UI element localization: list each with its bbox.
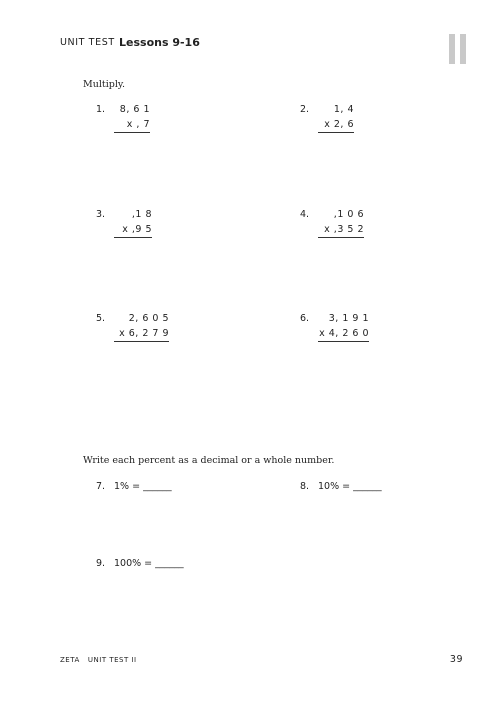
problem-number: 9.: [96, 558, 106, 569]
problem-number: 5.: [96, 313, 106, 324]
problem-multiplicand: 1, 4: [333, 104, 354, 115]
problem-multiplicand: ,1 8: [131, 209, 152, 220]
multiplication-problem: [318, 313, 369, 342]
multiplication-problem: [114, 209, 152, 238]
problem-number: 1.: [96, 104, 106, 115]
problem-number: 3.: [96, 209, 106, 220]
roman-numeral-two-logo: [449, 34, 466, 64]
problem-multiplicand: 2, 6 0 5: [128, 313, 169, 324]
problem-number: 4.: [300, 209, 310, 220]
unit-test-label: UNIT TEST: [60, 37, 115, 48]
problem-number: 6.: [300, 313, 310, 324]
problem-multiplier: x 2, 6: [318, 119, 354, 133]
multiplication-problem: [114, 313, 169, 342]
problem-multiplier: x , 7: [114, 119, 150, 133]
percent-problem: 100% = ______: [114, 558, 184, 569]
multiplication-problem: [114, 104, 150, 133]
problem-multiplier: x 4, 2 6 0: [318, 328, 369, 342]
problem-multiplier: x ,9 5: [114, 224, 152, 238]
page-title: Lessons 9-16: [119, 36, 200, 49]
percent-problem: 1% = ______: [114, 481, 172, 492]
problem-multiplier: x ,3 5 2: [318, 224, 364, 238]
problem-multiplier: x 6, 2 7 9: [114, 328, 169, 342]
percent-problem: 10% = ______: [318, 481, 382, 492]
problem-multiplicand: 3, 1 9 1: [328, 313, 369, 324]
problem-number: 7.: [96, 481, 106, 492]
multiplication-problem: [318, 104, 354, 133]
problem-multiplicand: ,1 0 6: [333, 209, 364, 220]
problem-multiplicand: 8, 6 1: [119, 104, 150, 115]
footer-label: ZETA UNIT TEST II: [60, 656, 137, 664]
problem-number: 8.: [300, 481, 310, 492]
section-instruction-percent: Write each percent as a decimal or a whole number.: [83, 455, 335, 466]
problem-number: 2.: [300, 104, 310, 115]
multiplication-problem: [318, 209, 364, 238]
section-instruction-multiply: Multiply.: [83, 79, 125, 90]
page-number: 39: [449, 654, 463, 665]
